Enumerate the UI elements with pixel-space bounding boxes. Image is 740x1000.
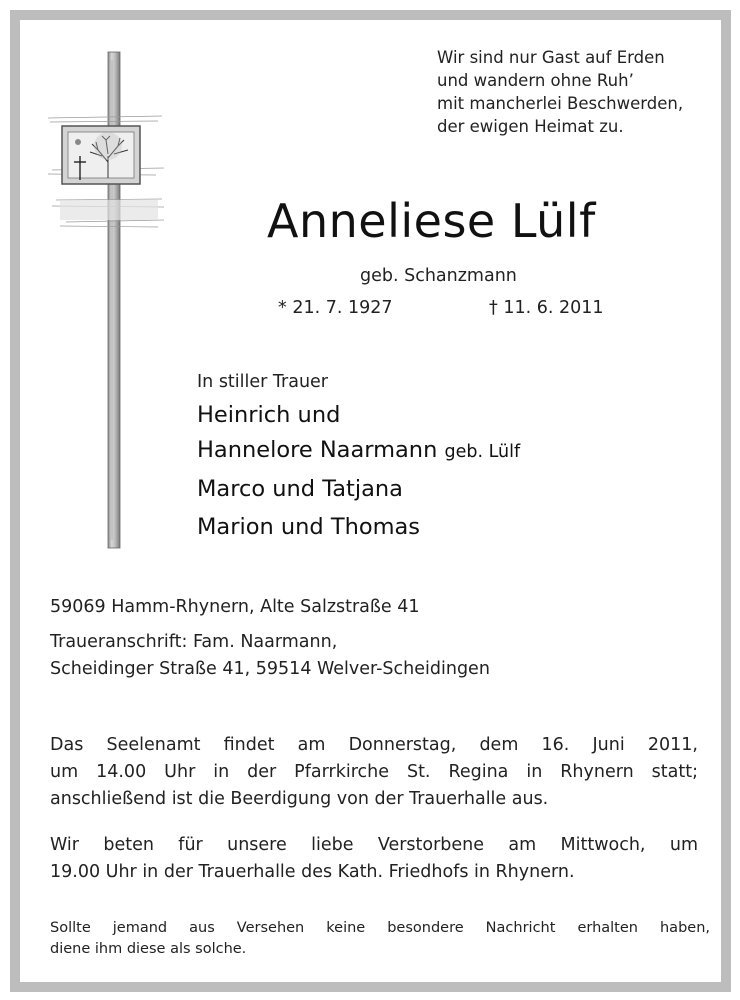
poem-line: mit mancherlei Beschwerden, — [437, 94, 684, 113]
mourner-line — [197, 402, 340, 428]
notice-paragraph — [50, 918, 710, 960]
death-date: † 11. 6. 2011 — [489, 298, 604, 318]
paragraph-line: diene ihm diese als solche. — [50, 941, 247, 957]
paragraph-line: um 14.00 Uhr in der Pfarrkirche St. Regina in Rhynern statt; — [50, 762, 698, 782]
paragraph-line: Sollte jemand aus Versehen keine besondere Nachricht erhalten haben, — [50, 920, 710, 936]
condolence-address: Scheidinger Straße 41, 59514 Welver-Scheidingen — [50, 659, 490, 679]
condolence-address-label: Traueranschrift: Fam. Naarmann, — [50, 632, 338, 652]
obituary-notice — [10, 10, 731, 992]
mourner-line — [197, 437, 520, 463]
cross-tree-illustration — [46, 50, 166, 550]
mourner-line — [197, 514, 420, 540]
poem-line: der ewigen Heimat zu. — [437, 117, 624, 136]
deceased-name: Anneliese Lülf — [267, 194, 596, 248]
maiden-name: geb. Schanzmann — [360, 266, 517, 286]
paragraph-line: 19.00 Uhr in der Trauerhalle des Kath. Friedhofs in Rhynern. — [50, 862, 575, 882]
mourner-name: Marion und Thomas — [197, 514, 421, 540]
funeral-mass-paragraph — [50, 732, 698, 813]
poem — [437, 46, 683, 138]
paragraph-line: Das Seelenamt findet am Donnerstag, dem 16. Juni 2011, — [50, 735, 698, 755]
mourning-intro: In stiller Trauer — [197, 372, 328, 392]
prayer-paragraph — [50, 832, 698, 886]
paragraph-line: anschließend ist die Beerdigung von der Trauerhalle aus. — [50, 789, 549, 809]
mourner-line — [197, 476, 403, 502]
mourner-name: Marco und Tatjana — [197, 476, 403, 502]
mourner-maiden-name: geb. Lülf — [444, 442, 521, 462]
mourner-name: Hannelore Naarmann — [197, 437, 438, 463]
mourner-name: Heinrich und — [197, 402, 341, 428]
poem-line: Wir sind nur Gast auf Erden — [437, 48, 665, 67]
paragraph-line: Wir beten für unsere liebe Verstorbene am Mittwoch, um — [50, 835, 698, 855]
poem-line: und wandern ohne Ruh’ — [437, 71, 634, 90]
birth-date: * 21. 7. 1927 — [278, 298, 393, 318]
home-address: 59069 Hamm-Rhynern, Alte Salzstraße 41 — [50, 597, 420, 617]
